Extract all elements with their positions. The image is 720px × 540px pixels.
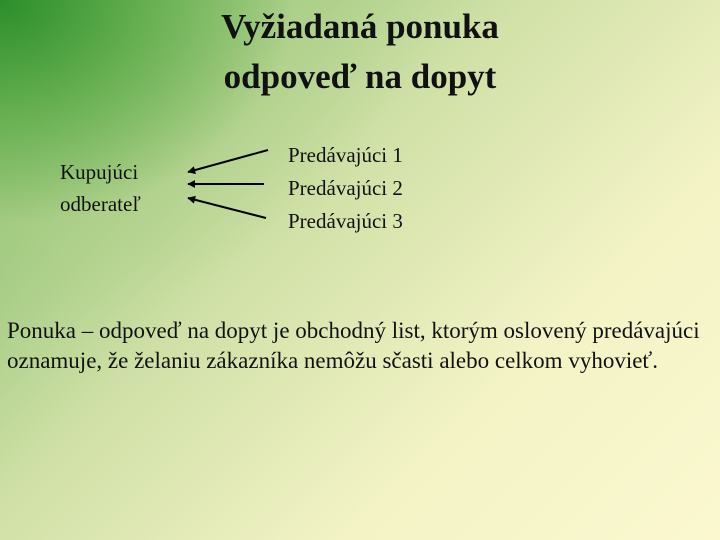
arrow-seller-3 bbox=[188, 198, 266, 218]
seller-item: Predávajúci 1 bbox=[288, 143, 403, 167]
definition-paragraph bbox=[7, 316, 707, 376]
definition-separator: – bbox=[76, 318, 99, 343]
seller-item: Predávajúci 2 bbox=[288, 176, 403, 200]
seller-item: Predávajúci 3 bbox=[288, 209, 403, 233]
definition-term: Ponuka bbox=[7, 318, 76, 343]
title-line-2: odpoveď na dopyt bbox=[223, 57, 497, 96]
title-line-1: Vyžiadaná ponuka bbox=[221, 7, 499, 46]
arrow-seller-1 bbox=[188, 150, 268, 172]
definition-text: odpoveď na dopyt je obchodný list, ktorým oslovený predávajúci oznamuje, že želaniu zákazníka nemôžu sčasti alebo celkom vyhovieť. bbox=[7, 318, 700, 373]
buyer-line-2: odberateľ bbox=[60, 192, 141, 216]
buyer-line-1: Kupujúci bbox=[60, 160, 139, 184]
seller-list bbox=[288, 139, 403, 238]
